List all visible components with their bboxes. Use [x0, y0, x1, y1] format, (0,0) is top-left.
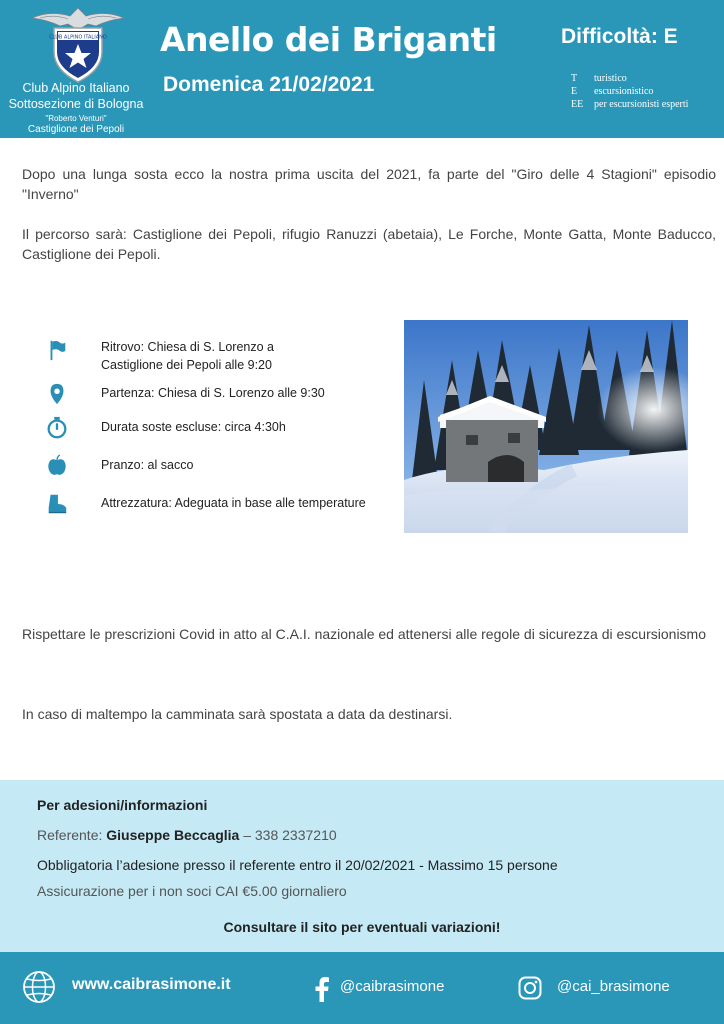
site-notice: Consultare il sito per eventuali variazioni!: [223, 919, 501, 935]
legend-row: EE per escursionisti esperti: [571, 99, 689, 110]
covid-notice: Rispettare le prescrizioni Covid in atto al C.A.I. nazionale ed attenersi alle regole di sicurezza di escursionismo: [22, 626, 706, 642]
info-text: Ritrovo: Chiesa di S. Lorenzo a Castiglione dei Pepoli alle 9:20: [101, 340, 275, 372]
referent-name: Giuseppe Beccaglia: [106, 827, 240, 843]
contacts-heading: Per adesioni/informazioni: [37, 797, 208, 813]
apple-icon: [44, 454, 70, 478]
club-town: Castiglione dei Pepoli: [27, 124, 125, 135]
referent-line: [37, 827, 337, 843]
legend-row: T turistico: [571, 73, 627, 84]
info-equipment: [44, 492, 384, 516]
referent-label: Referente:: [37, 827, 103, 843]
website-link[interactable]: www.caibrasimone.it: [72, 976, 231, 993]
weather-notice: In caso di maltempo la camminata sarà spostata a data da destinarsi.: [22, 706, 453, 722]
boot-icon: [44, 492, 70, 516]
difficulty-label: Difficoltà: E: [561, 25, 678, 48]
club-dedication: "Roberto Venturi": [45, 114, 107, 123]
instagram-icon[interactable]: [518, 976, 542, 1000]
intro-paragraph: Dopo una lunga sosta ecco la nostra prima uscita del 2021, fa parte del "Giro delle 4 Stagioni" episodio "Inverno": [22, 166, 716, 202]
page-title: Anello dei Briganti: [160, 20, 497, 59]
event-date: Domenica 21/02/2021: [163, 73, 375, 96]
location-pin-icon: [44, 382, 70, 406]
info-text: Partenza: Chiesa di S. Lorenzo alle 9:30: [101, 386, 325, 400]
info-meeting-point: [44, 338, 384, 372]
info-duration: [44, 416, 384, 440]
cai-logo: [30, 4, 126, 84]
footer: [0, 952, 724, 1024]
logo-text: CLUB ALPINO ITALIANO: [49, 34, 107, 41]
info-text: Durata soste escluse: circa 4:30h: [101, 420, 286, 434]
facebook-icon[interactable]: [314, 976, 330, 1002]
contacts-box: [0, 780, 724, 952]
insurance-note: Assicurazione per i non soci CAI €5.00 giornaliero: [37, 883, 347, 899]
club-name: Club Alpino Italiano: [22, 81, 130, 95]
header-banner: [0, 0, 724, 138]
info-text: Pranzo: al sacco: [101, 458, 194, 472]
club-section: Sottosezione di Bologna: [8, 97, 144, 111]
mandatory-registration: Obbligatoria l’adesione presso il referente entro il 20/02/2021 - Massimo 15 persone: [37, 857, 558, 873]
info-lunch: [44, 454, 384, 478]
referent-phone: – 338 2337210: [243, 827, 337, 843]
flag-icon: [44, 338, 70, 362]
legend-row: E escursionistico: [571, 86, 654, 97]
facebook-handle[interactable]: @caibrasimone: [340, 978, 445, 995]
info-text: Attrezzatura: Adeguata in base alle temperature: [101, 496, 366, 510]
route-paragraph: Il percorso sarà: Castiglione dei Pepoli, rifugio Ranuzzi (abetaia), Le Forche, Monte Gatta, Monte Baducco, Castiglione dei Pepoli.: [22, 226, 716, 262]
snowy-hut-photo: [404, 320, 688, 533]
difficulty-legend: [571, 72, 688, 111]
instagram-handle[interactable]: @cai_brasimone: [557, 978, 670, 995]
stopwatch-icon: [44, 416, 70, 440]
globe-icon: [22, 970, 56, 1004]
info-departure: [44, 382, 384, 406]
